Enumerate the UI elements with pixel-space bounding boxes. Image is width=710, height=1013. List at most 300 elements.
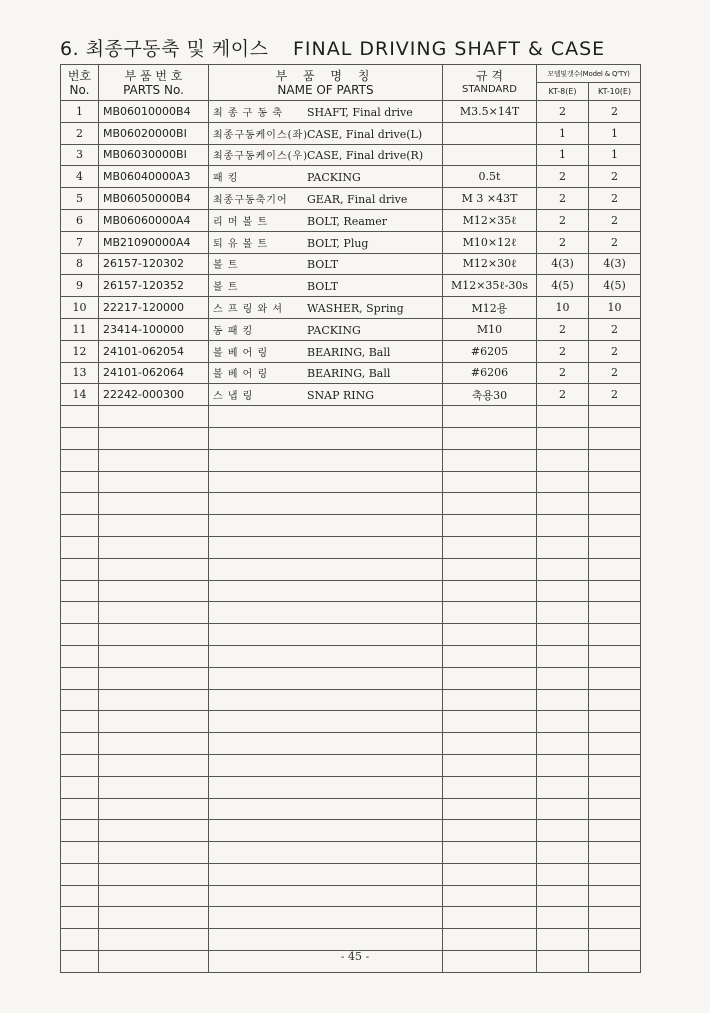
row-number: 10	[61, 297, 99, 319]
empty-cell	[537, 536, 589, 558]
table-row	[61, 340, 641, 362]
header-standard-en: STANDARD	[461, 83, 517, 95]
part-name	[209, 188, 443, 210]
empty-cell	[61, 711, 99, 733]
empty-cell	[537, 493, 589, 515]
part-number: 26157-120302	[99, 253, 209, 275]
part-name-ko: 스 프 링 와 셔	[213, 304, 284, 316]
table-row	[61, 515, 641, 537]
qty-kt8: 2	[537, 166, 589, 188]
empty-cell	[209, 536, 443, 558]
table-row	[61, 493, 641, 515]
header-kt10: KT-10(E)	[589, 83, 641, 101]
row-number: 14	[61, 384, 99, 406]
part-name-en: CASE, Final drive(L)	[307, 127, 423, 141]
part-name-en: BOLT, Plug	[307, 236, 369, 250]
empty-cell	[209, 711, 443, 733]
table-row	[61, 602, 641, 624]
part-number: MB06040000A3	[99, 166, 209, 188]
header-standard	[443, 65, 537, 101]
qty-kt10: 2	[589, 101, 641, 123]
standard: 0.5t	[443, 166, 537, 188]
empty-cell	[443, 754, 537, 776]
empty-cell	[589, 820, 641, 842]
empty-cell	[443, 471, 537, 493]
part-name	[209, 209, 443, 231]
header-part-no	[99, 65, 209, 101]
empty-cell	[589, 449, 641, 471]
parts-table	[60, 64, 641, 973]
empty-cell	[209, 624, 443, 646]
empty-cell	[61, 667, 99, 689]
part-name	[209, 253, 443, 275]
part-number: 22217-120000	[99, 297, 209, 319]
empty-cell	[537, 427, 589, 449]
empty-cell	[99, 733, 209, 755]
empty-cell	[99, 798, 209, 820]
part-name-ko: 최종구동케이스(우)	[213, 151, 309, 163]
row-number: 5	[61, 188, 99, 210]
empty-cell	[537, 471, 589, 493]
empty-cell	[443, 907, 537, 929]
row-number: 8	[61, 253, 99, 275]
row-number: 9	[61, 275, 99, 297]
part-name-en: BOLT, Reamer	[307, 214, 387, 228]
empty-cell	[209, 602, 443, 624]
empty-cell	[61, 624, 99, 646]
part-name-en: BEARING, Ball	[307, 345, 391, 359]
empty-cell	[209, 754, 443, 776]
empty-cell	[589, 667, 641, 689]
empty-cell	[61, 863, 99, 885]
page-number: - 45 -	[340, 950, 370, 963]
row-number: 12	[61, 340, 99, 362]
part-name-ko: 최종구동케이스(좌)	[213, 129, 309, 141]
row-number: 13	[61, 362, 99, 384]
header-name-ko: 부 품 명 칭	[275, 68, 376, 83]
empty-cell	[443, 406, 537, 428]
part-number: 24101-062054	[99, 340, 209, 362]
table-row	[61, 362, 641, 384]
standard: #6205	[443, 340, 537, 362]
empty-cell	[61, 842, 99, 864]
part-name-ko: 최 종 구 동 축	[213, 107, 284, 119]
empty-cell	[209, 406, 443, 428]
part-name-ko: 최종구동축기어	[213, 195, 288, 207]
empty-cell	[209, 580, 443, 602]
standard: M10×12ℓ	[443, 231, 537, 253]
empty-cell	[443, 689, 537, 711]
empty-cell	[209, 907, 443, 929]
empty-cell	[589, 406, 641, 428]
qty-kt10: 4(3)	[589, 253, 641, 275]
title-english: FINAL DRIVING SHAFT & CASE	[293, 38, 606, 60]
qty-kt8: 4(5)	[537, 275, 589, 297]
row-number: 7	[61, 231, 99, 253]
empty-cell	[589, 885, 641, 907]
standard: M 3 ×43T	[443, 188, 537, 210]
standard: M3.5×14T	[443, 101, 537, 123]
empty-cell	[443, 733, 537, 755]
header-no-en: No.	[69, 82, 90, 97]
table-row	[61, 231, 641, 253]
empty-cell	[589, 515, 641, 537]
empty-cell	[589, 689, 641, 711]
empty-cell	[209, 798, 443, 820]
part-name	[209, 340, 443, 362]
table-row	[61, 188, 641, 210]
empty-cell	[537, 449, 589, 471]
qty-kt8: 2	[537, 188, 589, 210]
empty-cell	[61, 885, 99, 907]
part-name-ko: 볼 베 어 링	[213, 369, 269, 381]
part-name-en: BEARING, Ball	[307, 367, 391, 381]
part-number: 24101-062064	[99, 362, 209, 384]
empty-cell	[61, 558, 99, 580]
empty-cell	[443, 842, 537, 864]
row-number: 11	[61, 318, 99, 340]
qty-kt8: 2	[537, 340, 589, 362]
empty-cell	[61, 406, 99, 428]
part-name	[209, 297, 443, 319]
empty-cell	[99, 471, 209, 493]
empty-cell	[589, 754, 641, 776]
part-number: MB06020000BI	[99, 122, 209, 144]
empty-cell	[209, 776, 443, 798]
header-no-ko: 번호	[67, 68, 92, 83]
table-row	[61, 929, 641, 951]
empty-cell	[537, 515, 589, 537]
table-row	[61, 907, 641, 929]
empty-cell	[537, 645, 589, 667]
empty-cell	[61, 798, 99, 820]
part-number: 22242-000300	[99, 384, 209, 406]
empty-cell	[443, 885, 537, 907]
table-row	[61, 166, 641, 188]
part-name-ko: 볼 트	[213, 282, 239, 294]
empty-cell	[209, 842, 443, 864]
part-name	[209, 166, 443, 188]
empty-cell	[209, 558, 443, 580]
empty-cell	[61, 427, 99, 449]
table-row	[61, 645, 641, 667]
empty-cell	[537, 798, 589, 820]
standard: M12×35ℓ-30s	[443, 275, 537, 297]
part-name	[209, 101, 443, 123]
qty-kt8: 4(3)	[537, 253, 589, 275]
empty-cell	[443, 515, 537, 537]
part-number: MB21090000A4	[99, 231, 209, 253]
empty-cell	[99, 929, 209, 951]
table-row	[61, 711, 641, 733]
empty-cell	[589, 493, 641, 515]
empty-cell	[99, 406, 209, 428]
empty-cell	[537, 711, 589, 733]
standard: M12용	[443, 297, 537, 319]
qty-kt8: 2	[537, 101, 589, 123]
empty-cell	[443, 645, 537, 667]
row-number: 4	[61, 166, 99, 188]
row-number: 1	[61, 101, 99, 123]
empty-cell	[589, 624, 641, 646]
empty-cell	[99, 776, 209, 798]
empty-cell	[99, 754, 209, 776]
empty-cell	[589, 645, 641, 667]
table-row	[61, 384, 641, 406]
standard	[443, 122, 537, 144]
empty-cell	[209, 471, 443, 493]
empty-cell	[209, 645, 443, 667]
part-name-ko: 동 패 킹	[213, 325, 254, 337]
table-row	[61, 863, 641, 885]
qty-kt10: 1	[589, 144, 641, 166]
empty-cell	[61, 820, 99, 842]
empty-cell	[443, 776, 537, 798]
part-name-ko: 볼 트	[213, 260, 239, 272]
table-row	[61, 733, 641, 755]
empty-cell	[61, 493, 99, 515]
qty-kt10: 2	[589, 209, 641, 231]
empty-cell	[537, 602, 589, 624]
table-row	[61, 427, 641, 449]
part-name-en: BOLT	[307, 280, 339, 294]
empty-cell	[99, 493, 209, 515]
empty-cell	[209, 427, 443, 449]
part-name-ko: 리 머 볼 트	[213, 216, 269, 228]
row-number: 3	[61, 144, 99, 166]
empty-cell	[209, 929, 443, 951]
standard: M12×30ℓ	[443, 253, 537, 275]
table-row	[61, 885, 641, 907]
table-row	[61, 209, 641, 231]
empty-cell	[589, 776, 641, 798]
empty-cell	[443, 580, 537, 602]
part-name-ko: 퇴 유 볼 트	[213, 238, 269, 250]
empty-cell	[589, 863, 641, 885]
qty-kt8: 2	[537, 318, 589, 340]
empty-cell	[589, 907, 641, 929]
table-row	[61, 776, 641, 798]
empty-cell	[443, 493, 537, 515]
part-name-en: PACKING	[307, 323, 361, 337]
header-name	[209, 65, 443, 101]
header-part-no-en: PARTS No.	[123, 82, 184, 97]
part-name-en: BOLT	[307, 258, 339, 272]
empty-cell	[589, 471, 641, 493]
empty-cell	[61, 536, 99, 558]
table-row	[61, 297, 641, 319]
table-row	[61, 842, 641, 864]
empty-cell	[537, 733, 589, 755]
empty-cell	[99, 689, 209, 711]
empty-cell	[443, 820, 537, 842]
part-number: MB06060000A4	[99, 209, 209, 231]
empty-cell	[99, 449, 209, 471]
empty-cell	[589, 711, 641, 733]
empty-cell	[99, 515, 209, 537]
empty-cell	[99, 427, 209, 449]
empty-cell	[99, 885, 209, 907]
empty-cell	[443, 711, 537, 733]
qty-kt8: 10	[537, 297, 589, 319]
qty-kt10: 1	[589, 122, 641, 144]
empty-cell	[537, 580, 589, 602]
qty-kt10: 2	[589, 231, 641, 253]
qty-kt10: 2	[589, 188, 641, 210]
table-row	[61, 798, 641, 820]
table-row	[61, 101, 641, 123]
part-name	[209, 231, 443, 253]
empty-cell	[537, 885, 589, 907]
empty-cell	[589, 798, 641, 820]
empty-cell	[537, 820, 589, 842]
part-name-ko: 볼 베 어 링	[213, 347, 269, 359]
empty-cell	[537, 558, 589, 580]
part-number: MB06050000B4	[99, 188, 209, 210]
empty-cell	[443, 624, 537, 646]
part-name	[209, 362, 443, 384]
standard: M10	[443, 318, 537, 340]
empty-cell	[443, 602, 537, 624]
empty-cell	[99, 624, 209, 646]
empty-cell	[61, 733, 99, 755]
empty-cell	[443, 667, 537, 689]
title-korean: 최종구동축 및 케이스	[85, 38, 269, 60]
qty-kt10: 2	[589, 340, 641, 362]
empty-cell	[443, 449, 537, 471]
part-name	[209, 122, 443, 144]
header-standard-ko: 규 격	[476, 68, 503, 83]
qty-kt8: 2	[537, 384, 589, 406]
qty-kt10: 2	[589, 166, 641, 188]
header-row	[61, 65, 641, 83]
table-row	[61, 580, 641, 602]
qty-kt10: 2	[589, 384, 641, 406]
empty-cell	[209, 733, 443, 755]
empty-cell	[443, 427, 537, 449]
parts-table-body	[61, 101, 641, 973]
empty-cell	[61, 776, 99, 798]
table-row	[61, 122, 641, 144]
empty-cell	[99, 863, 209, 885]
table-row	[61, 253, 641, 275]
standard: M12×35ℓ	[443, 209, 537, 231]
empty-cell	[209, 515, 443, 537]
empty-cell	[209, 667, 443, 689]
qty-kt10: 2	[589, 362, 641, 384]
part-number: 26157-120352	[99, 275, 209, 297]
part-name	[209, 144, 443, 166]
empty-cell	[99, 711, 209, 733]
table-row	[61, 667, 641, 689]
empty-cell	[537, 406, 589, 428]
table-row	[61, 558, 641, 580]
empty-cell	[589, 929, 641, 951]
section-number: 6.	[60, 38, 80, 60]
empty-cell	[99, 602, 209, 624]
empty-cell	[443, 798, 537, 820]
table-row	[61, 275, 641, 297]
empty-cell	[61, 929, 99, 951]
qty-kt8: 1	[537, 122, 589, 144]
empty-cell	[537, 754, 589, 776]
empty-cell	[589, 536, 641, 558]
empty-cell	[99, 820, 209, 842]
standard	[443, 144, 537, 166]
part-name	[209, 275, 443, 297]
row-number: 6	[61, 209, 99, 231]
header-qty: 모델및갯수(Model & Q'TY)	[537, 65, 641, 83]
table-row	[61, 624, 641, 646]
empty-cell	[99, 536, 209, 558]
table-row	[61, 406, 641, 428]
part-name-en: GEAR, Final drive	[307, 193, 408, 207]
empty-cell	[537, 689, 589, 711]
row-number: 2	[61, 122, 99, 144]
table-row	[61, 471, 641, 493]
qty-kt10: 10	[589, 297, 641, 319]
part-name	[209, 318, 443, 340]
empty-cell	[537, 624, 589, 646]
part-name-en: PACKING	[307, 171, 361, 185]
header-kt8: KT-8(E)	[537, 83, 589, 101]
empty-cell	[443, 863, 537, 885]
empty-cell	[61, 580, 99, 602]
empty-cell	[443, 929, 537, 951]
table-row	[61, 318, 641, 340]
header-name-en: NAME OF PARTS	[277, 82, 374, 97]
part-name-en: CASE, Final drive(R)	[307, 149, 424, 163]
empty-cell	[443, 536, 537, 558]
empty-cell	[209, 820, 443, 842]
header-no	[61, 65, 99, 101]
part-name-ko: 패 킹	[213, 173, 239, 185]
empty-cell	[209, 449, 443, 471]
empty-cell	[537, 907, 589, 929]
empty-cell	[209, 493, 443, 515]
empty-cell	[61, 602, 99, 624]
table-row	[61, 449, 641, 471]
table-row	[61, 536, 641, 558]
empty-cell	[443, 558, 537, 580]
empty-cell	[537, 667, 589, 689]
empty-cell	[589, 602, 641, 624]
part-name-ko: 스 냅 링	[213, 391, 254, 403]
empty-cell	[209, 863, 443, 885]
part-number: MB06010000B4	[99, 101, 209, 123]
qty-kt8: 2	[537, 362, 589, 384]
standard: #6206	[443, 362, 537, 384]
empty-cell	[209, 885, 443, 907]
table-row	[61, 689, 641, 711]
empty-cell	[99, 842, 209, 864]
empty-cell	[537, 863, 589, 885]
qty-kt8: 1	[537, 144, 589, 166]
empty-cell	[589, 842, 641, 864]
qty-kt8: 2	[537, 209, 589, 231]
empty-cell	[61, 449, 99, 471]
part-name	[209, 384, 443, 406]
part-name-en: SNAP RING	[307, 389, 375, 403]
empty-cell	[99, 580, 209, 602]
qty-kt8: 2	[537, 231, 589, 253]
empty-cell	[537, 776, 589, 798]
empty-cell	[589, 427, 641, 449]
empty-cell	[61, 471, 99, 493]
header-part-no-ko: 부 품 번 호	[124, 68, 183, 83]
table-row	[61, 754, 641, 776]
empty-cell	[589, 580, 641, 602]
